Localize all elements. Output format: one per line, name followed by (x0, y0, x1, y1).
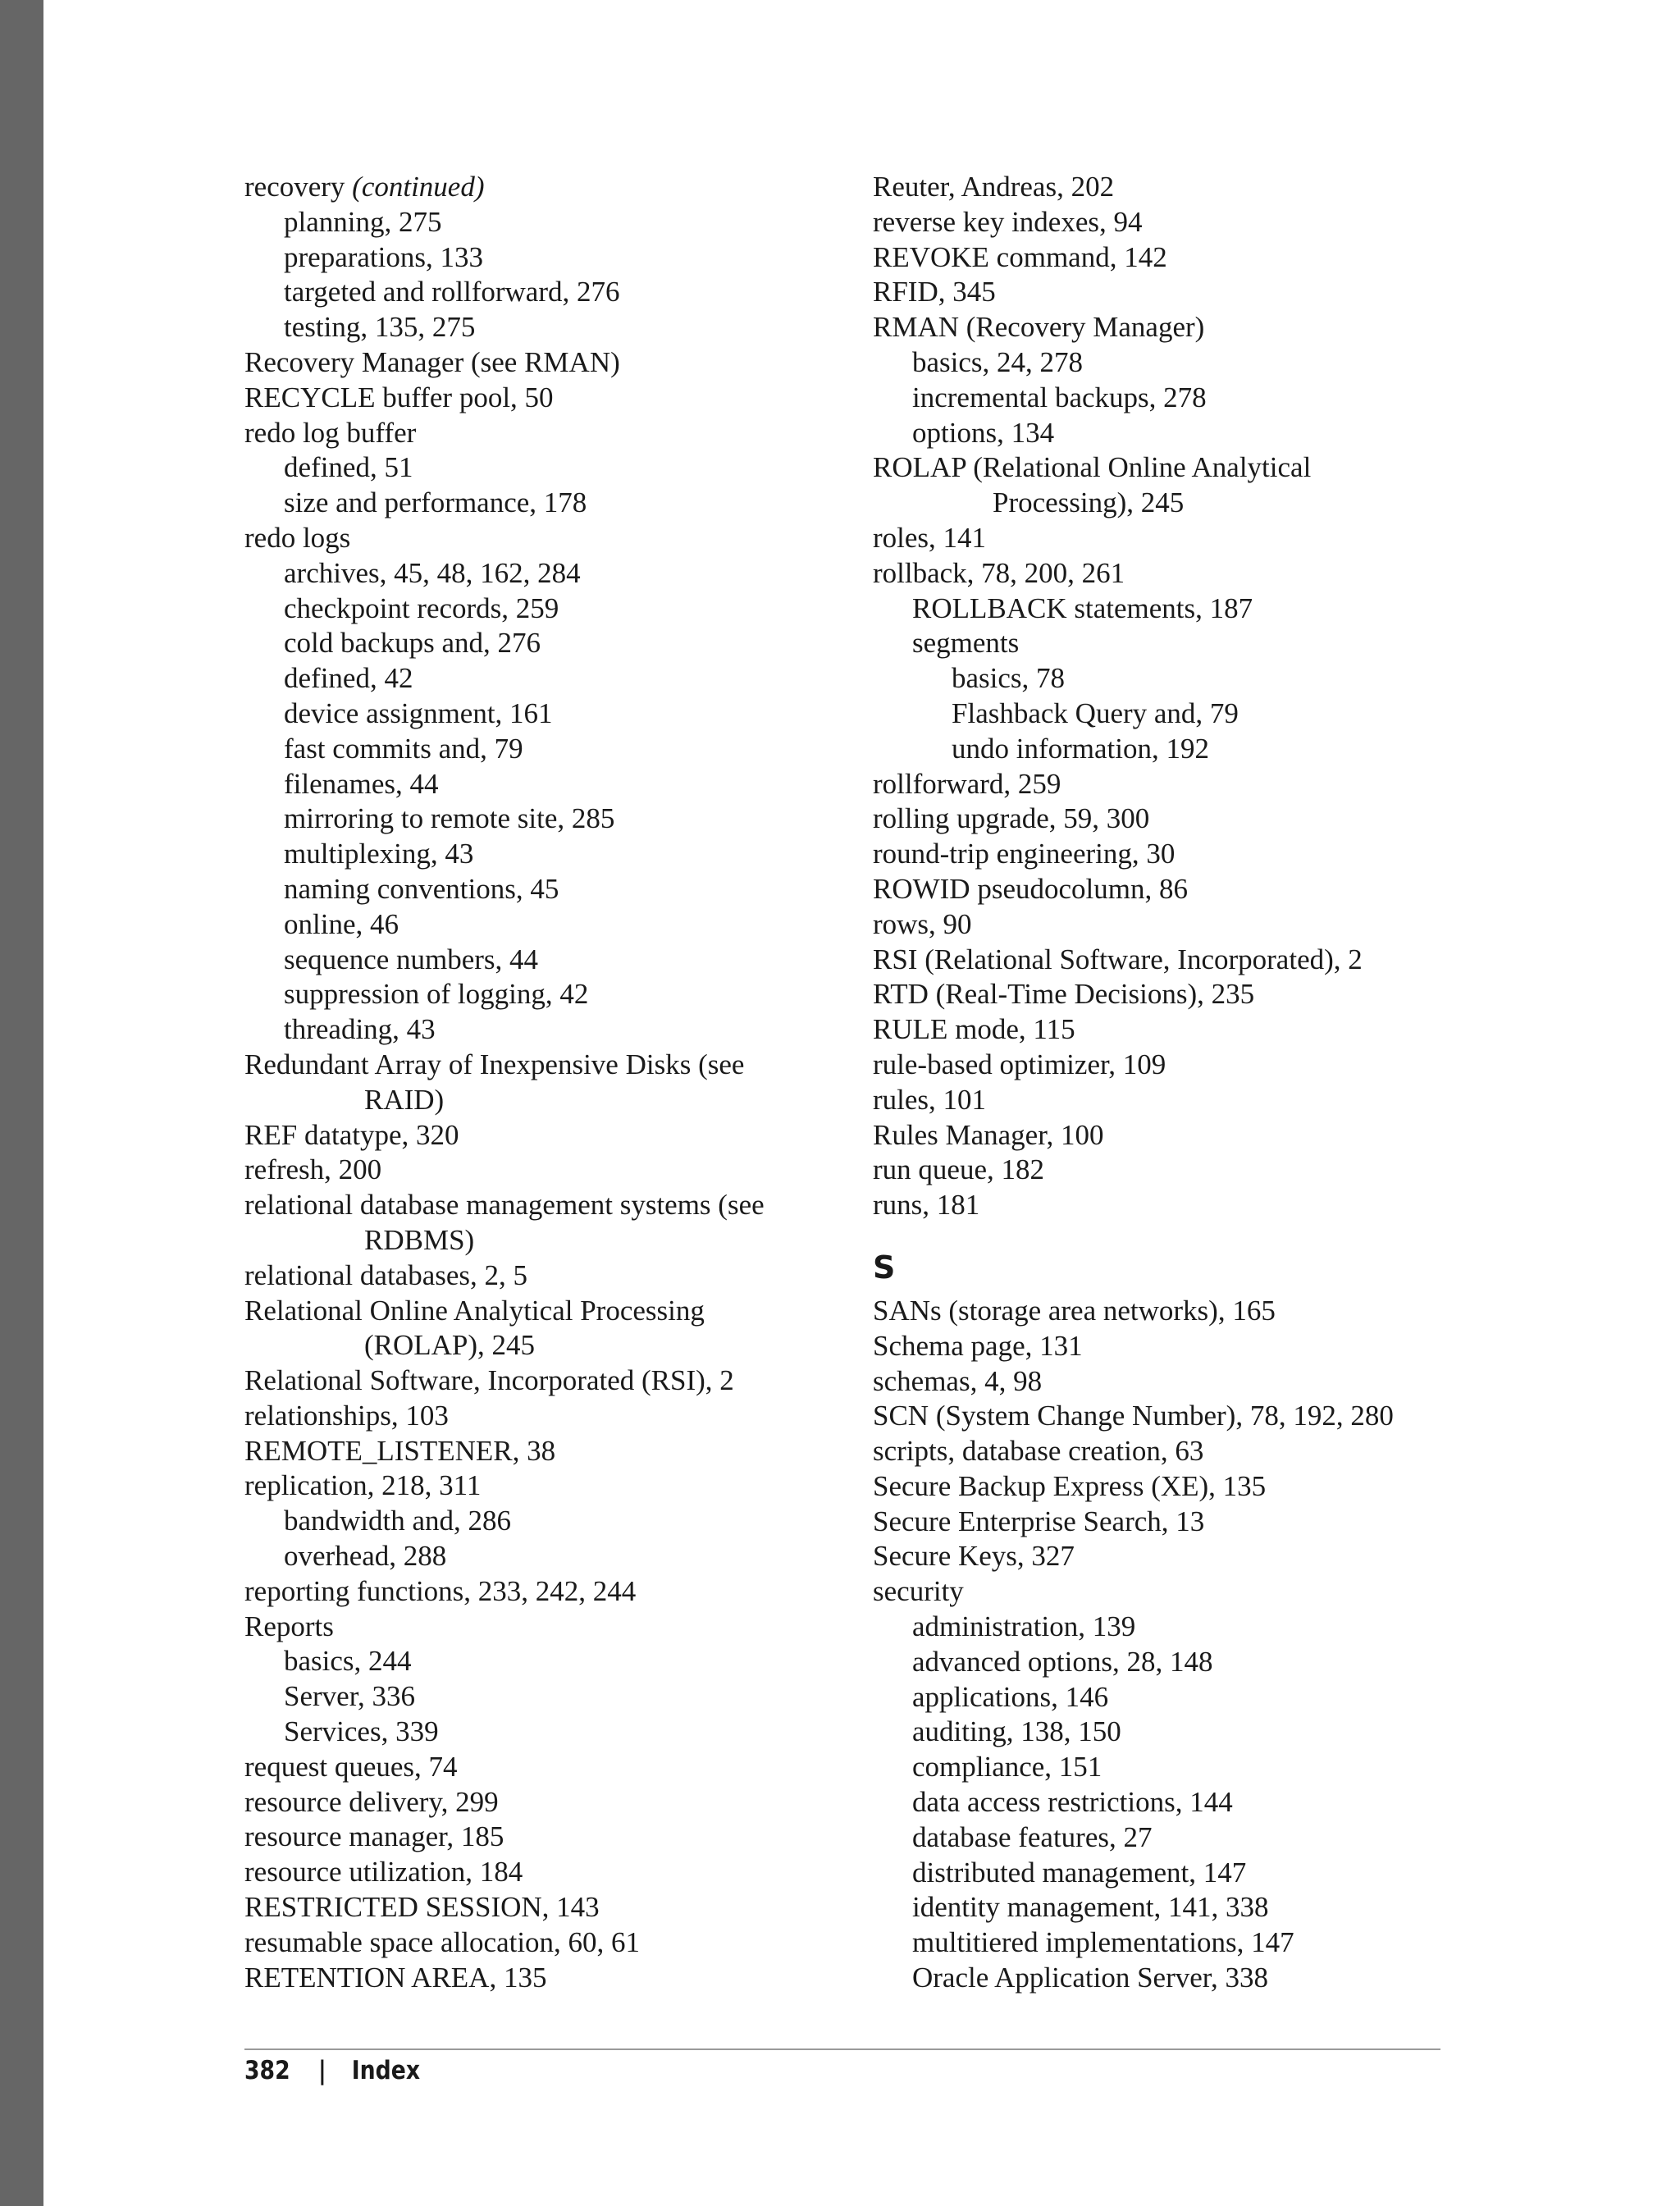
page-footer (244, 2056, 420, 2085)
entry-text: relationships, 103 (244, 1399, 449, 1432)
entry-text: RETENTION AREA, 135 (244, 1961, 547, 1994)
entry-text: incremental backups, 278 (912, 381, 1207, 413)
entry-text: bandwidth and, 286 (284, 1505, 512, 1537)
entry-text: undo information, 192 (952, 732, 1209, 765)
entry-text: relational database management systems (see (244, 1189, 765, 1222)
index-subentry (244, 1012, 851, 1048)
entry-text: Secure Backup Express (XE), 135 (873, 1469, 1267, 1502)
entry-text: redo log buffer (244, 416, 417, 449)
entry-text: round-trip engineering, 30 (873, 838, 1176, 870)
entry-text: SANs (storage area networks), 165 (873, 1294, 1276, 1327)
entry-text: multiplexing, 43 (284, 838, 474, 870)
section-heading: S (873, 1249, 896, 1286)
entry-text: Schema page, 131 (873, 1329, 1083, 1362)
entry-text: online, 46 (284, 907, 399, 940)
entry-text: segments (912, 627, 1020, 660)
entry-text: preparations, 133 (284, 240, 483, 273)
entry-text: REF datatype, 320 (244, 1118, 459, 1151)
entry-text: (ROLAP), 245 (364, 1329, 536, 1362)
entry-text: size and performance, 178 (284, 486, 587, 519)
entry-text: archives, 45, 48, 162, 284 (284, 556, 581, 589)
entry-text: sequence numbers, 44 (284, 943, 539, 975)
entry-text: data access restrictions, 144 (912, 1786, 1233, 1819)
entry-text: targeted and rollforward, 276 (284, 276, 620, 308)
entry-text: RDBMS) (364, 1223, 475, 1256)
entry-text: relational databases, 2, 5 (244, 1258, 528, 1291)
entry-text: auditing, 138, 150 (912, 1715, 1121, 1748)
index-entry-continuation (244, 1223, 851, 1258)
index-subentry (244, 977, 851, 1012)
index-subentry (244, 767, 851, 802)
index-entry (873, 1329, 1480, 1364)
index-subentry (244, 661, 851, 697)
index-subentry (244, 732, 851, 767)
index-entry (873, 275, 1480, 310)
entry-text: applications, 146 (912, 1680, 1109, 1713)
index-subentry (244, 205, 851, 240)
index-entry (873, 1188, 1480, 1223)
index-entry (244, 1574, 851, 1610)
index-subentry (873, 345, 1480, 381)
entry-text: advanced options, 28, 148 (912, 1645, 1213, 1678)
entry-text: device assignment, 161 (284, 697, 553, 729)
entry-text: run queue, 182 (873, 1153, 1044, 1186)
entry-text: RFID, 345 (873, 276, 996, 308)
index-entry (873, 767, 1480, 802)
index-entry (873, 872, 1480, 907)
index-entry (244, 416, 851, 451)
index-entry (873, 907, 1480, 943)
index-entry (244, 345, 851, 381)
entry-text: RMAN (Recovery Manager) (873, 311, 1205, 344)
entry-text: basics, 24, 278 (912, 345, 1084, 378)
index-entry (873, 450, 1480, 486)
index-entry (873, 310, 1480, 345)
index-entry (244, 1855, 851, 1890)
entry-text: overhead, 288 (284, 1540, 447, 1573)
index-entry (244, 1118, 851, 1153)
index-subentry (873, 1820, 1480, 1856)
entry-text: basics, 78 (952, 662, 1066, 695)
entry-text: Relational Online Analytical Processing (244, 1294, 705, 1327)
entry-text: ROLLBACK statements, 187 (912, 591, 1253, 624)
index-entry (244, 1153, 851, 1188)
index-entry (873, 1012, 1480, 1048)
entry-text: fast commits and, 79 (284, 732, 523, 765)
entry-text: rule-based optimizer, 109 (873, 1048, 1166, 1080)
index-entry (873, 1505, 1480, 1540)
index-subsubentry (873, 661, 1480, 697)
entry-text: cold backups and, 276 (284, 627, 541, 660)
index-subentry (244, 310, 851, 345)
index-entry (244, 1188, 851, 1223)
index-entry (244, 170, 851, 205)
entry-text: administration, 139 (912, 1610, 1136, 1643)
entry-text: identity management, 141, 338 (912, 1891, 1269, 1924)
index-subentry (244, 1715, 851, 1750)
index-entry (244, 1610, 851, 1645)
entry-text: reporting functions, 233, 242, 244 (244, 1574, 637, 1607)
entry-text: rolling upgrade, 59, 300 (873, 802, 1150, 835)
entry-text: multitiered implementations, 147 (912, 1926, 1294, 1959)
index-subentry (244, 943, 851, 978)
entry-text: Relational Software, Incorporated (RSI), 2 (244, 1364, 734, 1397)
entry-text: distributed management, 147 (912, 1856, 1247, 1889)
index-subentry (244, 591, 851, 627)
entry-text: rules, 101 (873, 1083, 987, 1116)
index-subentry (873, 1715, 1480, 1750)
index-entry (873, 1153, 1480, 1188)
index-entry (244, 1468, 851, 1504)
index-entry (873, 240, 1480, 276)
index-entry (873, 1574, 1480, 1610)
index-entry (244, 381, 851, 416)
index-subentry (244, 626, 851, 661)
entry-text: recovery (244, 171, 353, 203)
entry-text: Reports (244, 1610, 334, 1642)
entry-text: compliance, 151 (912, 1751, 1102, 1784)
entry-text: resource delivery, 299 (244, 1785, 499, 1818)
entry-text: basics, 244 (284, 1645, 412, 1678)
entry-text: RAID) (364, 1083, 445, 1116)
index-entry (244, 521, 851, 556)
index-subentry (873, 1856, 1480, 1891)
index-column-right (873, 170, 1480, 1996)
entry-text: checkpoint records, 259 (284, 591, 559, 624)
index-entry (873, 1294, 1480, 1329)
index-subentry (244, 872, 851, 907)
index-entry (244, 1048, 851, 1083)
index-entry (873, 1399, 1480, 1434)
entry-text: redo logs (244, 521, 351, 554)
index-entry (244, 1890, 851, 1925)
entry-text: ROWID pseudocolumn, 86 (873, 872, 1188, 905)
index-subentry (873, 381, 1480, 416)
entry-text: testing, 135, 275 (284, 311, 476, 344)
page-spine-band (0, 0, 43, 2206)
index-entry (873, 1118, 1480, 1153)
entry-text: defined, 51 (284, 451, 413, 484)
entry-text: Flashback Query and, 79 (952, 697, 1239, 729)
entry-text: REVOKE command, 142 (873, 240, 1167, 273)
index-subentry (873, 1680, 1480, 1715)
index-entry (873, 170, 1480, 205)
entry-text: planning, 275 (284, 205, 442, 238)
index-subsubentry (873, 732, 1480, 767)
entry-text: suppression of logging, 42 (284, 978, 589, 1011)
entry-text: resource utilization, 184 (244, 1856, 523, 1889)
index-entry (873, 205, 1480, 240)
entry-text: filenames, 44 (284, 767, 439, 800)
index-entry (873, 1434, 1480, 1469)
index-entry (873, 1469, 1480, 1505)
index-subentry (873, 1750, 1480, 1785)
entry-text: security (873, 1575, 964, 1608)
index-subentry (873, 416, 1480, 451)
index-subentry (244, 275, 851, 310)
index-entry (873, 521, 1480, 556)
entry-text: Recovery Manager (see RMAN) (244, 345, 620, 378)
entry-text: defined, 42 (284, 662, 413, 695)
entry-text: reverse key indexes, 94 (873, 205, 1143, 238)
entry-text: resumable space allocation, 60, 61 (244, 1925, 641, 1958)
entry-text: roles, 141 (873, 521, 987, 554)
entry-text: refresh, 200 (244, 1153, 382, 1186)
entry-text: options, 134 (912, 416, 1055, 449)
index-subentry (244, 697, 851, 732)
entry-text: rows, 90 (873, 907, 972, 940)
index-subentry (873, 1925, 1480, 1961)
page-number: 382 (244, 2056, 290, 2085)
index-entry-continuation (244, 1083, 851, 1118)
entry-text: naming conventions, 45 (284, 872, 559, 905)
index-entry (873, 1083, 1480, 1118)
index-subentry (873, 1961, 1480, 1996)
index-entry (244, 1258, 851, 1294)
entry-text: schemas, 4, 98 (873, 1364, 1043, 1397)
index-entry (244, 1750, 851, 1785)
entry-text: Server, 336 (284, 1680, 415, 1713)
index-entry (873, 837, 1480, 872)
entry-text: REMOTE_LISTENER, 38 (244, 1434, 556, 1467)
index-subentry (873, 1645, 1480, 1680)
index-entry (244, 1961, 851, 1996)
entry-text: Oracle Application Server, 338 (912, 1962, 1269, 1994)
footer-section-title: Index (351, 2056, 421, 2085)
section-spacer (873, 1223, 1480, 1243)
index-entry (244, 1785, 851, 1820)
entry-text: RECYCLE buffer pool, 50 (244, 381, 554, 413)
index-entry (873, 1364, 1480, 1400)
index-entry (873, 1539, 1480, 1574)
index-entry-continuation (873, 486, 1480, 521)
entry-text: RESTRICTED SESSION, 143 (244, 1891, 600, 1924)
entry-text: Processing), 245 (993, 486, 1185, 519)
index-subentry (244, 240, 851, 276)
index-entry (244, 1363, 851, 1399)
index-entry-continuation (244, 1328, 851, 1363)
entry-text: RSI (Relational Software, Incorporated), 2 (873, 943, 1363, 975)
index-entry (244, 1820, 851, 1855)
entry-text: RULE mode, 115 (873, 1013, 1075, 1046)
entry-text: Secure Enterprise Search, 13 (873, 1505, 1205, 1537)
index-entry (873, 943, 1480, 978)
entry-text: rollforward, 259 (873, 767, 1061, 800)
entry-text: Services, 339 (284, 1715, 439, 1748)
entry-text: request queues, 74 (244, 1750, 458, 1783)
index-subentry (244, 1644, 851, 1679)
index-entry (244, 1434, 851, 1469)
entry-text: Secure Keys, 327 (873, 1540, 1075, 1573)
footer-rule (244, 2048, 1440, 2050)
entry-text: threading, 43 (284, 1013, 436, 1046)
index-entry (873, 1048, 1480, 1083)
index-subentry (873, 1890, 1480, 1925)
index-subentry (244, 450, 851, 486)
entry-text: Redundant Array of Inexpensive Disks (see (244, 1048, 745, 1080)
entry-text: runs, 181 (873, 1189, 980, 1222)
index-subentry (244, 486, 851, 521)
index-subentry (873, 591, 1480, 627)
index-subentry (873, 1785, 1480, 1820)
index-subentry (244, 907, 851, 943)
entry-text: mirroring to remote site, 285 (284, 802, 615, 835)
index-subentry (244, 1679, 851, 1715)
entry-text: ROLAP (Relational Online Analytical (873, 451, 1312, 484)
index-subsubentry (873, 697, 1480, 732)
entry-text: RTD (Real-Time Decisions), 235 (873, 978, 1255, 1011)
entry-text: replication, 218, 311 (244, 1469, 482, 1502)
index-subentry (244, 1539, 851, 1574)
entry-text: rollback, 78, 200, 261 (873, 556, 1125, 589)
index-column-left (244, 170, 851, 1995)
index-subentry (873, 1610, 1480, 1645)
entry-text: resource manager, 185 (244, 1820, 504, 1853)
entry-text: SCN (System Change Number), 78, 192, 280 (873, 1400, 1394, 1432)
index-entry (873, 556, 1480, 591)
footer-separator: | (318, 2056, 326, 2085)
continued-label: (continued) (352, 171, 485, 203)
index-subentry (873, 626, 1480, 661)
index-entry (244, 1399, 851, 1434)
index-subentry (244, 802, 851, 837)
index-subentry (244, 837, 851, 872)
index-entry (873, 802, 1480, 837)
entry-text: scripts, database creation, 63 (873, 1435, 1204, 1468)
entry-text: Reuter, Andreas, 202 (873, 171, 1115, 203)
entry-text: database features, 27 (912, 1820, 1153, 1853)
index-subentry (244, 556, 851, 591)
index-entry (244, 1294, 851, 1329)
index-entry (873, 977, 1480, 1012)
index-subentry (244, 1504, 851, 1539)
index-entry (244, 1925, 851, 1961)
entry-text: Rules Manager, 100 (873, 1118, 1104, 1151)
